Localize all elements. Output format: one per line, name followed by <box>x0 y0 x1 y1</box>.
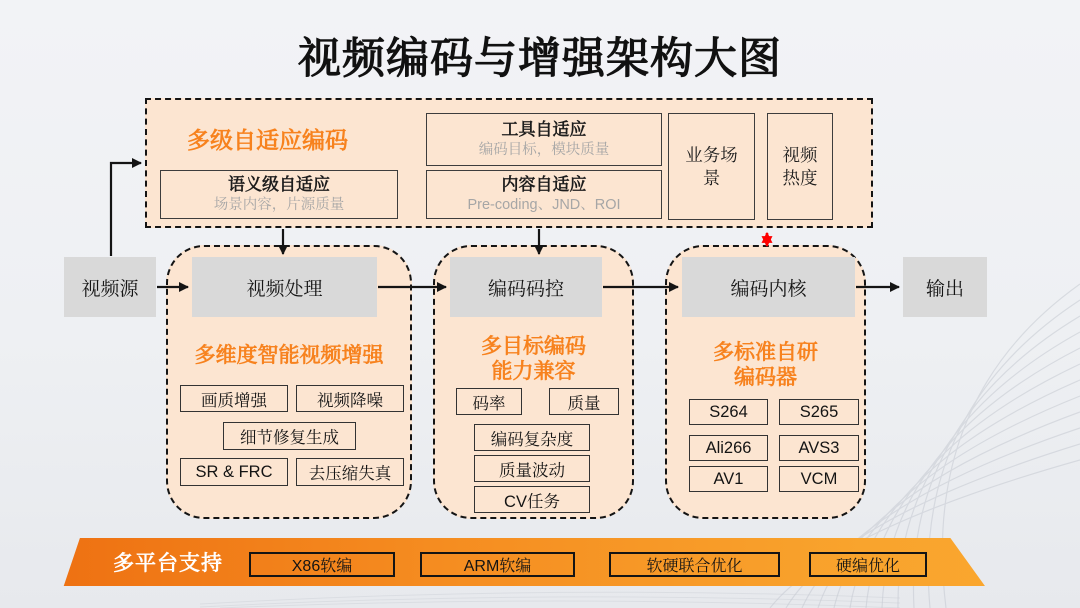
video-source-node: 视频源 <box>64 257 156 317</box>
chip-s264: S264 <box>689 399 768 425</box>
chip-encoding-complexity: 编码复杂度 <box>474 424 590 451</box>
content-adaptive-subtitle: Pre-coding、JND、ROI <box>467 197 621 214</box>
chip-vcm: VCM <box>779 466 859 492</box>
rate-control-node: 编码码控 <box>450 257 602 317</box>
tool-adaptive-box <box>426 113 662 166</box>
content-adaptive-box <box>426 170 662 219</box>
chip-quality-fluctuation: 质量波动 <box>474 455 590 482</box>
platform-banner-label: 多平台支持 <box>113 552 223 575</box>
chip-cv-task: CV任务 <box>474 486 590 513</box>
target-panel-title-line2: 能力兼容 <box>491 359 576 383</box>
page-title: 视频编码与增强架构大图 <box>298 35 782 83</box>
chip-s265: S265 <box>779 399 859 425</box>
codec-panel-title-line1: 多标准自研 <box>713 341 818 364</box>
target-panel-title <box>435 335 632 385</box>
video-heat-title: 视频热度 <box>782 144 818 188</box>
tool-adaptive-title: 工具自适应 <box>501 120 587 140</box>
semantic-adaptive-title: 语义级自适应 <box>228 175 330 195</box>
business-scene-title: 业务场景 <box>685 144 738 188</box>
enhance-panel-title <box>168 344 410 369</box>
chip-avs3: AVS3 <box>779 435 859 461</box>
chip-quality-enhance: 画质增强 <box>180 385 288 412</box>
chip-bitrate: 码率 <box>456 388 522 415</box>
arrow-source-to-adaptive <box>111 163 141 256</box>
chip-sw-hw-joint-optimize: 软硬联合优化 <box>609 552 780 577</box>
encoder-core-node: 编码内核 <box>682 257 855 317</box>
chip-sr-frc: SR & FRC <box>180 458 288 486</box>
video-heat-box <box>767 113 833 220</box>
chip-decompression-artifact: 去压缩失真 <box>296 458 404 486</box>
chip-arm-soft-encode: ARM软编 <box>420 552 575 577</box>
enhance-panel-title-text: 多维度智能视频增强 <box>194 344 384 367</box>
business-scene-box <box>668 113 755 220</box>
codec-panel-title <box>667 341 864 391</box>
semantic-adaptive-box <box>160 170 398 219</box>
chip-hw-encode-optimize: 硬编优化 <box>809 552 927 577</box>
chip-video-denoise: 视频降噪 <box>296 385 404 412</box>
codec-panel-title-line2: 编码器 <box>734 365 797 389</box>
chip-detail-restore: 细节修复生成 <box>223 422 356 450</box>
target-panel-title-line1: 多目标编码 <box>481 335 586 358</box>
semantic-adaptive-subtitle: 场景内容，片源质量 <box>213 197 345 214</box>
output-node: 输出 <box>903 257 987 317</box>
platform-banner <box>0 538 1080 586</box>
tool-adaptive-subtitle: 编码目标，模块质量 <box>478 142 610 159</box>
chip-x86-soft-encode: X86软编 <box>249 552 395 577</box>
chip-quality: 质量 <box>549 388 619 415</box>
video-processing-node: 视频处理 <box>192 257 377 317</box>
chip-av1: AV1 <box>689 466 768 492</box>
multilevel-adaptive-label: 多级自适应编码 <box>187 127 348 153</box>
multilevel-adaptive-panel <box>145 98 873 228</box>
chip-ali266: Ali266 <box>689 435 768 461</box>
content-adaptive-title: 内容自适应 <box>501 175 587 195</box>
